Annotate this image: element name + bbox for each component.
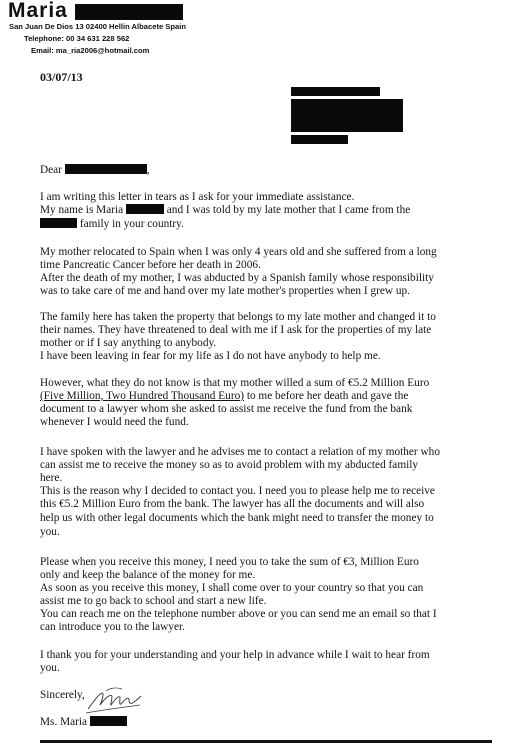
paragraph-line: this €5.2 Million Euro from the bank. The lawyer has all the documents and will also: [40, 498, 425, 510]
letterhead-email: Email: ma_ria2006@hotmail.com: [31, 46, 150, 55]
paragraph-line: My mother relocated to Spain when I was only 4 years old and she suffered from a long: [40, 246, 437, 258]
signoff-name: Ms. Maria: [40, 716, 88, 728]
family-line-text: family in your country.: [79, 218, 184, 230]
paragraph-line: whenever I would need the fund.: [40, 416, 189, 428]
paragraph-line: Please when you receive this money, I need you to take the sum of €3, Million Euro: [40, 556, 419, 568]
redacted-signoff-surname: [90, 716, 127, 726]
paragraph-line: I have spoken with the lawyer and he advises me to contact a relation of my mother who: [40, 446, 440, 458]
paragraph-line: I am writing this letter in tears as I ask for your immediate assistance.: [40, 191, 355, 203]
letterhead-address: San Juan De Dios 13 02400 Hellin Albacete Spain: [9, 22, 186, 31]
paragraph-line: here.: [40, 472, 63, 484]
paragraph-line: only and keep the balance of the money for me.: [40, 569, 256, 581]
redacted-surname-letterhead: [75, 4, 183, 20]
paragraph-line: their names. They have threatened to deal with me if I ask for the properties of my late: [40, 324, 432, 336]
paragraph-line: [40, 218, 184, 231]
paragraph-line: mother or if I say anything to anybody.: [40, 337, 217, 349]
redacted-family-name: [40, 218, 77, 228]
paragraph-line: However, what they do not know is that my mother willed a sum of €5.2 Million Euro: [40, 377, 430, 389]
paragraph-line: assist me to go back to school and start a new life.: [40, 595, 267, 607]
paragraph-line: you.: [40, 662, 60, 674]
paragraph-line: You can reach me on the telephone number above or you can send me an email so that I: [40, 608, 437, 620]
paragraph-line: time Pancreatic Cancer before her death in 2006.: [40, 259, 261, 271]
redacted-surname: [126, 204, 164, 214]
paragraph-line: I have been leaving in fear for my life as I do not have anybody to help me.: [40, 350, 381, 362]
paragraph-line: can introduce you to the lawyer.: [40, 621, 185, 633]
redacted-recipient-line-1: [291, 87, 380, 96]
name-intro-rest: and I was told by my late mother that I came from the: [166, 204, 411, 216]
redacted-recipient-block: [291, 99, 403, 132]
redacted-recipient-name: [65, 164, 147, 174]
paragraph-line: After the death of my mother, I was abducted by a Spanish family whose responsibility: [40, 272, 434, 284]
salutation-comma: ,: [146, 164, 150, 176]
bottom-rule: [40, 740, 492, 743]
handwritten-signature: [84, 683, 144, 717]
amount-line-rest: to me before her death and gave the: [244, 390, 409, 402]
paragraph-line: I thank you for your understanding and your help in advance while I wait to hear from: [40, 649, 430, 661]
paragraph-line: can assist me to receive the money so as to avoid problem with my abducted family: [40, 459, 419, 471]
paragraph-line: This is the reason why I decided to contact you. I need you to please help me to receive: [40, 485, 435, 497]
paragraph-line: As soon as you receive this money, I shall come over to your country so that you can: [40, 582, 424, 594]
paragraph-line: you.: [40, 526, 60, 538]
letter-date: 03/07/13: [40, 70, 83, 84]
closing-signoff: [40, 716, 127, 729]
paragraph-line: The family here has taken the property that belongs to my late mother and changed it to: [40, 311, 436, 323]
closing-sincerely: Sincerely,: [40, 689, 85, 701]
salutation-prefix: Dear: [40, 164, 62, 176]
redacted-recipient-line-3: [291, 135, 348, 144]
paragraph-line: was to take care of me and hand over my late mother's properties when I grew up.: [40, 285, 410, 297]
salutation: [40, 164, 150, 177]
paragraph-line: [40, 390, 408, 403]
amount-in-words: (Five Million, Two Hundred Thousand Euro): [40, 390, 244, 402]
paragraph-line: help us with other legal documents which the bank might need to transfer the money to: [40, 512, 434, 524]
name-intro-text: My name is Maria: [40, 204, 124, 216]
paragraph-line: [40, 204, 410, 217]
letterhead-name: Maria: [8, 0, 68, 22]
letterhead-telephone: Telephone: 00 34 631 228 562: [24, 34, 130, 43]
paragraph-line: document to a lawyer whom she asked to assist me receive the fund from the bank: [40, 403, 413, 415]
